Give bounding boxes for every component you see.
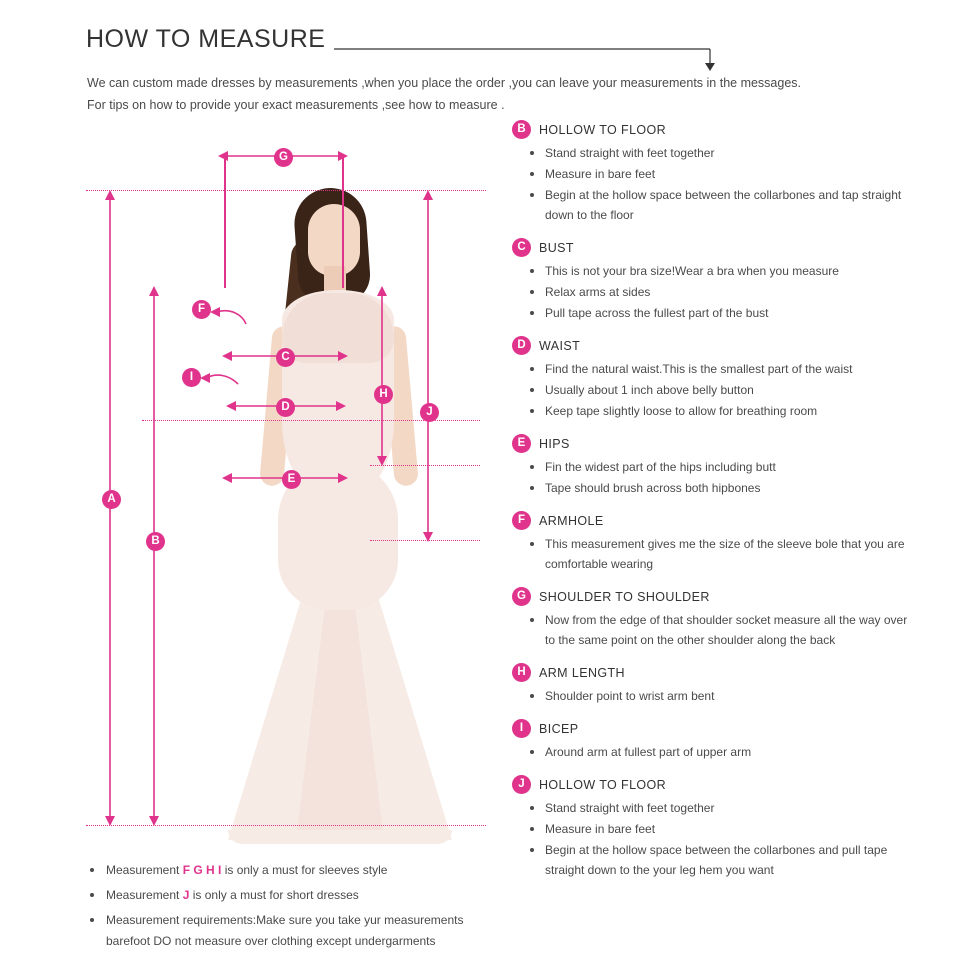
bullet-item: Begin at the hollow space between the collarbones and tap straight down to the floor (512, 185, 912, 225)
badge-h: H (374, 385, 393, 404)
bullet-item: Shoulder point to wrist arm bent (512, 686, 912, 706)
header (86, 22, 886, 72)
note2-highlight: J (182, 888, 190, 902)
measurement-group-j (512, 775, 912, 880)
bullet-item: Fin the widest part of the hips including butt (512, 457, 912, 477)
badge-e-legend: E (512, 434, 531, 453)
note2-post: is only a must for short dresses (189, 888, 359, 902)
badge-a: A (102, 490, 121, 509)
badge-j: J (420, 403, 439, 422)
note2-pre: Measurement (106, 888, 183, 902)
group-header (512, 719, 912, 738)
measurement-group-g (512, 587, 912, 650)
bullet-item: Tape should brush across both hipbones (512, 478, 912, 498)
hem (228, 830, 452, 844)
footer-note-2 (86, 885, 506, 906)
group-title: HIPS (539, 436, 570, 451)
bullet-item: Relax arms at sides (512, 282, 912, 302)
group-header (512, 120, 912, 139)
group-bullets (512, 686, 912, 706)
dress-illustration (220, 130, 490, 850)
page-title: HOW TO MEASURE (86, 25, 326, 53)
measurement-group-e (512, 434, 912, 498)
badge-i: I (182, 368, 201, 387)
measurement-group-f (512, 511, 912, 574)
bullet-item: Measure in bare feet (512, 819, 912, 839)
group-title: ARM LENGTH (539, 665, 625, 680)
measurement-group-b (512, 120, 912, 225)
bullet-item: Now from the edge of that shoulder socket measure all the way over to the same point on the other shoulder along the back (512, 610, 912, 650)
group-bullets (512, 610, 912, 650)
group-title: ARMHOLE (539, 513, 604, 528)
badge-c-legend: C (512, 238, 531, 257)
measurement-group-c (512, 238, 912, 323)
badge-f-legend: F (512, 511, 531, 530)
group-header (512, 238, 912, 257)
badge-e: E (282, 470, 301, 489)
footer-note-3: Measurement requirements:Make sure you take yur measurements barefoot DO not measure over clothing except undergarments (86, 910, 506, 952)
badge-b-legend: B (512, 120, 531, 139)
model-figure (220, 130, 490, 850)
note1-highlight: F G H I (182, 863, 222, 877)
group-bullets (512, 143, 912, 225)
measurement-instructions (512, 120, 912, 893)
measure-line-h (374, 286, 390, 466)
badge-d-legend: D (512, 336, 531, 355)
badge-d: D (276, 398, 295, 417)
group-bullets (512, 798, 912, 880)
bullet-item: This measurement gives me the size of the sleeve bole that you are comfortable wearing (512, 534, 912, 574)
measure-line-b (146, 286, 162, 826)
group-header (512, 587, 912, 606)
group-bullets (512, 457, 912, 498)
badge-c: C (276, 348, 295, 367)
bullet-item: Find the natural waist.This is the smallest part of the waist (512, 359, 912, 379)
badge-g-legend: G (512, 587, 531, 606)
group-title: BICEP (539, 721, 579, 736)
badge-g: G (274, 148, 293, 167)
intro-text (87, 72, 887, 116)
bullet-item: This is not your bra size!Wear a bra when you measure (512, 261, 912, 281)
intro-line-2: For tips on how to provide your exact measurements ,see how to measure . (87, 98, 505, 112)
bullet-item: Measure in bare feet (512, 164, 912, 184)
group-title: HOLLOW TO FLOOR (539, 777, 667, 792)
long-arrow-right-down-icon (334, 39, 720, 75)
footer-note-1 (86, 860, 506, 881)
group-title: SHOULDER TO SHOULDER (539, 589, 710, 604)
bullet-item: Stand straight with feet together (512, 798, 912, 818)
badge-f: F (192, 300, 211, 319)
group-header (512, 663, 912, 682)
group-bullets (512, 261, 912, 323)
bullet-item: Around arm at fullest part of upper arm (512, 742, 912, 762)
measurement-group-i (512, 719, 912, 762)
shoulder-tick-left (224, 156, 226, 288)
group-header (512, 336, 912, 355)
measure-line-j (420, 190, 436, 542)
measurement-group-h (512, 663, 912, 706)
group-bullets (512, 359, 912, 421)
intro-line-1: We can custom made dresses by measurements ,when you place the order ,you can leave your measurements in the messages. (87, 76, 802, 90)
badge-b: B (146, 532, 165, 551)
group-bullets (512, 742, 912, 762)
measure-line-f (208, 306, 250, 330)
group-title: HOLLOW TO FLOOR (539, 122, 667, 137)
measurement-group-d (512, 336, 912, 421)
shoulder-tick-right (342, 156, 344, 288)
bullet-item: Stand straight with feet together (512, 143, 912, 163)
bullet-item: Pull tape across the fullest part of the bust (512, 303, 912, 323)
group-header (512, 511, 912, 530)
measure-line-i (198, 370, 242, 392)
badge-j-legend: J (512, 775, 531, 794)
footer-notes (86, 860, 506, 956)
group-bullets (512, 534, 912, 574)
group-header (512, 775, 912, 794)
badge-h-legend: H (512, 663, 531, 682)
badge-i-legend: I (512, 719, 531, 738)
group-title: WAIST (539, 338, 581, 353)
note1-pre: Measurement (106, 863, 183, 877)
measurement-diagram (70, 120, 490, 850)
bullet-item: Usually about 1 inch above belly button (512, 380, 912, 400)
bullet-item: Keep tape slightly loose to allow for breathing room (512, 401, 912, 421)
note1-post: is only a must for sleeves style (221, 863, 388, 877)
group-header (512, 434, 912, 453)
group-title: BUST (539, 240, 574, 255)
bullet-item: Begin at the hollow space between the collarbones and pull tape straight down to the your leg hem you want (512, 840, 912, 880)
